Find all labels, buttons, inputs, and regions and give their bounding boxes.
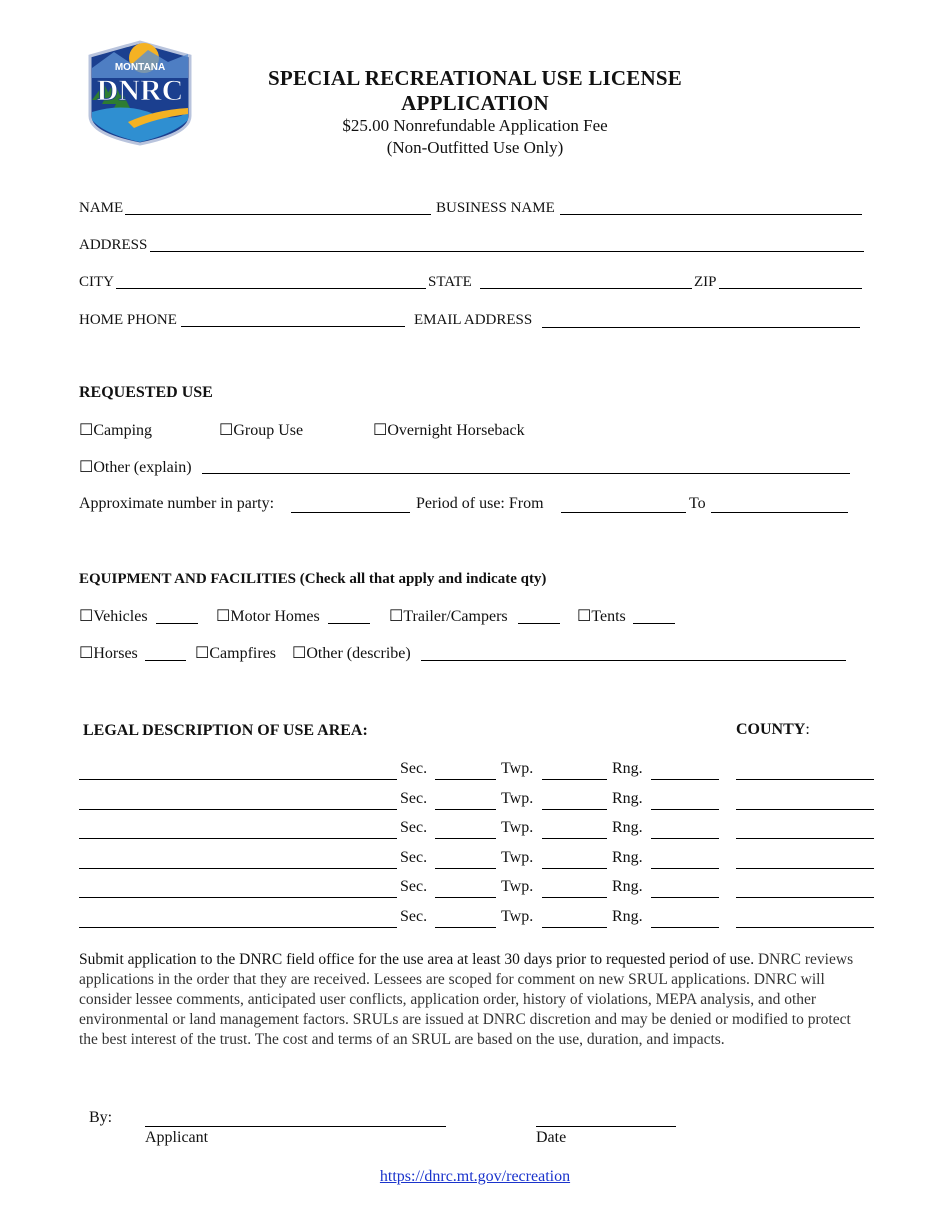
township-field[interactable] <box>542 838 607 839</box>
legal-description-field[interactable] <box>79 927 397 928</box>
county-field[interactable] <box>736 897 874 898</box>
campfires-label: Campfires <box>209 645 276 662</box>
horses-label: Horses <box>93 645 138 662</box>
equip-tents[interactable] <box>577 606 626 626</box>
horses-checkbox[interactable]: ☐ <box>79 645 94 662</box>
motor-homes-checkbox[interactable]: ☐ <box>216 608 231 625</box>
section-field[interactable] <box>435 809 496 810</box>
legal-description-field[interactable] <box>79 809 397 810</box>
campfires-checkbox[interactable]: ☐ <box>195 645 210 662</box>
county-label: COUNTY <box>736 721 806 738</box>
township-field[interactable] <box>542 927 607 928</box>
email-label: EMAIL ADDRESS <box>414 312 533 328</box>
period-to-label: To <box>689 495 706 512</box>
motor-homes-qty-field[interactable] <box>328 623 370 624</box>
legal-description-field[interactable] <box>79 868 397 869</box>
party-size-field[interactable] <box>291 512 410 513</box>
other-use-explain-field[interactable] <box>202 473 850 474</box>
form-title-line1: SPECIAL RECREATIONAL USE LICENSE <box>268 66 682 90</box>
range-field[interactable] <box>651 779 719 780</box>
twp-label: Twp. <box>501 819 534 836</box>
city-field[interactable] <box>116 288 426 289</box>
name-field[interactable] <box>125 214 431 215</box>
county-field[interactable] <box>736 927 874 928</box>
option-overnight-horseback[interactable] <box>373 420 525 440</box>
trailer-campers-qty-field[interactable] <box>518 623 560 624</box>
township-field[interactable] <box>542 897 607 898</box>
county-field[interactable] <box>736 868 874 869</box>
sec-label: Sec. <box>400 760 428 777</box>
city-label: CITY <box>79 274 114 290</box>
horses-qty-field[interactable] <box>145 660 186 661</box>
sec-label: Sec. <box>400 819 428 836</box>
tents-qty-field[interactable] <box>633 623 675 624</box>
township-field[interactable] <box>542 779 607 780</box>
section-field[interactable] <box>435 868 496 869</box>
applicant-signature-field[interactable] <box>145 1126 446 1127</box>
vehicles-label: Vehicles <box>93 608 148 625</box>
other-equipment-checkbox[interactable]: ☐ <box>292 645 307 662</box>
rng-label: Rng. <box>612 849 643 866</box>
rng-label: Rng. <box>612 908 643 925</box>
other-equipment-label: Other (describe) <box>306 645 411 662</box>
date-label: Date <box>536 1129 567 1146</box>
instructions-body: DNRC reviews applications in the order that they are received. Lessees are scoped for comment on new SRUL applications. DNRC will consider lessee comments, anticipated user conflicts, application order, history of violations, MEPA analysis, and other environmental or land management factors. SRULs are issued at DNRC discretion and may be denied or modified to protect the best interest of the trust. The cost and terms of an SRUL are based on the use, duration, and impacts. <box>79 951 854 1048</box>
zip-field[interactable] <box>719 288 862 289</box>
twp-label: Twp. <box>501 760 534 777</box>
equip-horses[interactable] <box>79 643 138 663</box>
rng-label: Rng. <box>612 790 643 807</box>
state-field[interactable] <box>480 288 692 289</box>
address-label: ADDRESS <box>79 237 148 253</box>
range-field[interactable] <box>651 868 719 869</box>
twp-label: Twp. <box>501 849 534 866</box>
township-field[interactable] <box>542 868 607 869</box>
sec-label: Sec. <box>400 878 428 895</box>
form-title-line2: APPLICATION <box>401 91 549 115</box>
logo-top-text: MONTANA <box>114 62 166 73</box>
tents-label: Tents <box>591 608 626 625</box>
section-field[interactable] <box>435 838 496 839</box>
address-field[interactable] <box>150 251 864 252</box>
option-camping[interactable] <box>79 420 152 440</box>
option-group-use[interactable] <box>219 420 303 440</box>
option-other[interactable] <box>79 457 192 477</box>
section-field[interactable] <box>435 779 496 780</box>
state-label: STATE <box>428 274 472 290</box>
other-equipment-describe-field[interactable] <box>421 660 846 661</box>
equipment-heading: EQUIPMENT AND FACILITIES (Check all that apply and indicate qty) <box>79 571 547 587</box>
applicant-label: Applicant <box>145 1129 209 1146</box>
party-size-label: Approximate number in party: <box>79 495 275 512</box>
equip-trailer-campers[interactable] <box>389 606 508 626</box>
equip-campfires[interactable] <box>195 643 276 663</box>
other-use-label: Other (explain) <box>93 459 192 476</box>
county-field[interactable] <box>736 809 874 810</box>
instructions-lead: Submit application to the DNRC field office for the use area at least 30 days prior to requested period of use. <box>79 951 755 968</box>
camping-label: Camping <box>93 422 153 439</box>
trailer-campers-checkbox[interactable]: ☐ <box>389 608 404 625</box>
section-field[interactable] <box>435 897 496 898</box>
equip-motor-homes[interactable] <box>216 606 320 626</box>
sec-label: Sec. <box>400 849 428 866</box>
application-fee: $25.00 Nonrefundable Application Fee <box>342 116 608 135</box>
date-signed-field[interactable] <box>536 1126 676 1127</box>
legal-description-heading: LEGAL DESCRIPTION OF USE AREA: <box>83 722 368 739</box>
vehicles-qty-field[interactable] <box>156 623 198 624</box>
business-name-field[interactable] <box>560 214 862 215</box>
footer <box>0 1168 950 1186</box>
legal-description-field[interactable] <box>79 897 397 898</box>
range-field[interactable] <box>651 809 719 810</box>
county-field[interactable] <box>736 838 874 839</box>
twp-label: Twp. <box>501 790 534 807</box>
business-name-label: BUSINESS NAME <box>436 200 555 216</box>
overnight-horseback-label: Overnight Horseback <box>387 422 525 439</box>
motor-homes-label: Motor Homes <box>230 608 320 625</box>
overnight-horseback-checkbox[interactable]: ☐ <box>373 422 388 439</box>
tents-checkbox[interactable]: ☐ <box>577 608 592 625</box>
sec-label: Sec. <box>400 908 428 925</box>
period-to-field[interactable] <box>711 512 848 513</box>
zip-label: ZIP <box>694 274 717 290</box>
range-field[interactable] <box>651 838 719 839</box>
twp-label: Twp. <box>501 908 534 925</box>
email-field[interactable] <box>542 327 860 328</box>
period-from-field[interactable] <box>561 512 686 513</box>
range-field[interactable] <box>651 927 719 928</box>
twp-label: Twp. <box>501 878 534 895</box>
by-label: By: <box>89 1109 113 1126</box>
rng-label: Rng. <box>612 878 643 895</box>
group-use-checkbox[interactable]: ☐ <box>219 422 234 439</box>
county-colon: : <box>805 721 810 738</box>
equip-other[interactable] <box>292 643 411 663</box>
township-field[interactable] <box>542 809 607 810</box>
rng-label: Rng. <box>612 819 643 836</box>
legal-description-field[interactable] <box>79 838 397 839</box>
home-phone-label: HOME PHONE <box>79 312 177 328</box>
instructions-paragraph <box>79 950 869 1050</box>
vehicles-checkbox[interactable]: ☐ <box>79 608 94 625</box>
county-field[interactable] <box>736 779 874 780</box>
recreation-website-link[interactable]: https://dnrc.mt.gov/recreation <box>379 1168 571 1185</box>
county-heading <box>736 721 810 739</box>
group-use-label: Group Use <box>233 422 304 439</box>
trailer-campers-label: Trailer/Campers <box>403 608 508 625</box>
logo-main-text: DNRC <box>96 74 184 107</box>
requested-use-heading: REQUESTED USE <box>79 384 213 401</box>
legal-description-field[interactable] <box>79 779 397 780</box>
rng-label: Rng. <box>612 760 643 777</box>
range-field[interactable] <box>651 897 719 898</box>
home-phone-field[interactable] <box>181 326 405 327</box>
camping-checkbox[interactable]: ☐ <box>79 422 94 439</box>
name-label: NAME <box>79 200 124 216</box>
period-from-label: Period of use: From <box>416 495 544 512</box>
equip-vehicles[interactable] <box>79 606 148 626</box>
section-field[interactable] <box>435 927 496 928</box>
use-note: (Non-Outfitted Use Only) <box>386 138 564 157</box>
sec-label: Sec. <box>400 790 428 807</box>
other-use-checkbox[interactable]: ☐ <box>79 459 94 476</box>
